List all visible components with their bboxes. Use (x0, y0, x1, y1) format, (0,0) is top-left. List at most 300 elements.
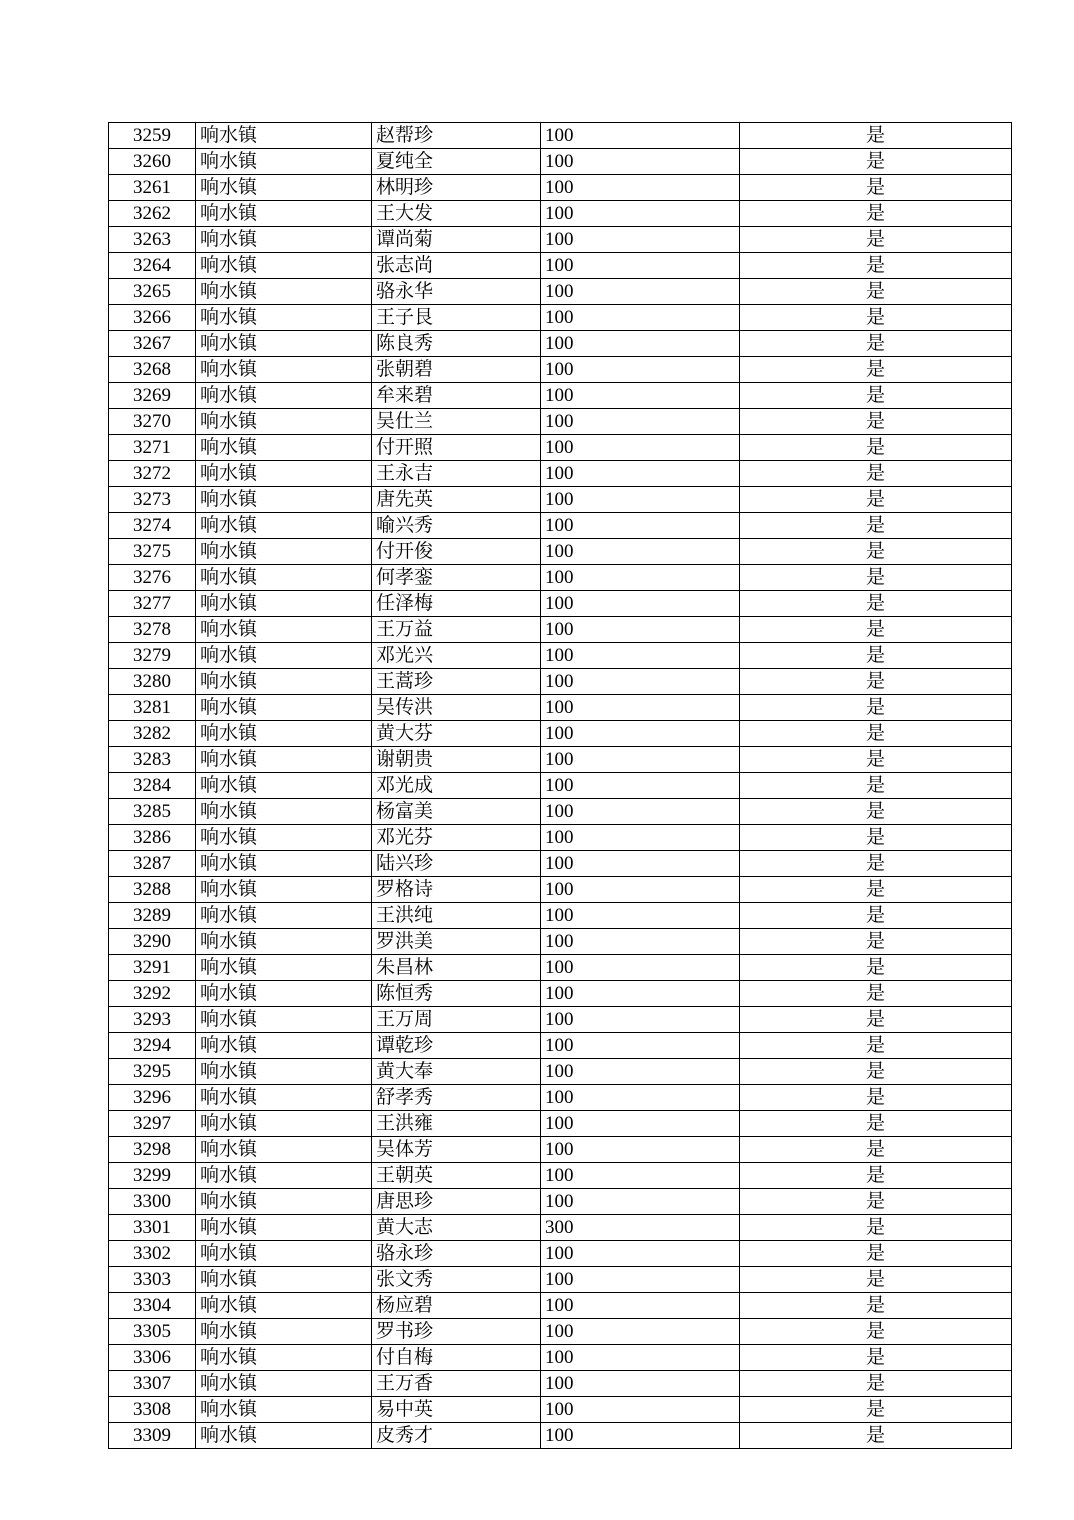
cell-issued-flag: 是 (740, 1319, 1012, 1345)
cell-person-name: 皮秀才 (372, 1423, 541, 1449)
cell-person-name: 唐思珍 (372, 1189, 541, 1215)
table-row (109, 929, 1012, 955)
cell-amount: 100 (541, 565, 740, 591)
cell-township: 响水镇 (196, 747, 372, 773)
records-table (108, 122, 1012, 1449)
cell-serial-number: 3297 (109, 1111, 196, 1137)
cell-person-name: 王永吉 (372, 461, 541, 487)
cell-issued-flag: 是 (740, 1397, 1012, 1423)
cell-serial-number: 3302 (109, 1241, 196, 1267)
cell-amount: 100 (541, 1267, 740, 1293)
table-row (109, 695, 1012, 721)
cell-amount: 100 (541, 1033, 740, 1059)
cell-person-name: 王朝英 (372, 1163, 541, 1189)
table-row (109, 1423, 1012, 1449)
cell-amount: 100 (541, 877, 740, 903)
cell-township: 响水镇 (196, 1111, 372, 1137)
cell-serial-number: 3300 (109, 1189, 196, 1215)
cell-township: 响水镇 (196, 1007, 372, 1033)
cell-issued-flag: 是 (740, 747, 1012, 773)
cell-amount: 100 (541, 773, 740, 799)
table-row (109, 1397, 1012, 1423)
cell-township: 响水镇 (196, 825, 372, 851)
table-row (109, 1241, 1012, 1267)
cell-serial-number: 3279 (109, 643, 196, 669)
cell-township: 响水镇 (196, 981, 372, 1007)
cell-person-name: 黄大志 (372, 1215, 541, 1241)
cell-township: 响水镇 (196, 435, 372, 461)
cell-issued-flag: 是 (740, 1371, 1012, 1397)
cell-person-name: 唐先英 (372, 487, 541, 513)
cell-person-name: 王蒿珍 (372, 669, 541, 695)
cell-serial-number: 3298 (109, 1137, 196, 1163)
table-row (109, 1267, 1012, 1293)
table-row (109, 123, 1012, 149)
cell-issued-flag: 是 (740, 1007, 1012, 1033)
table-row (109, 825, 1012, 851)
cell-serial-number: 3282 (109, 721, 196, 747)
cell-person-name: 黄大芬 (372, 721, 541, 747)
cell-township: 响水镇 (196, 1345, 372, 1371)
cell-township: 响水镇 (196, 383, 372, 409)
cell-township: 响水镇 (196, 175, 372, 201)
cell-person-name: 谭乾珍 (372, 1033, 541, 1059)
cell-issued-flag: 是 (740, 773, 1012, 799)
cell-person-name: 吴仕兰 (372, 409, 541, 435)
table-row (109, 305, 1012, 331)
cell-township: 响水镇 (196, 643, 372, 669)
cell-issued-flag: 是 (740, 513, 1012, 539)
table-row (109, 565, 1012, 591)
cell-amount: 100 (541, 695, 740, 721)
cell-person-name: 王洪雍 (372, 1111, 541, 1137)
cell-township: 响水镇 (196, 773, 372, 799)
cell-serial-number: 3260 (109, 149, 196, 175)
cell-amount: 100 (541, 643, 740, 669)
cell-township: 响水镇 (196, 227, 372, 253)
cell-amount: 100 (541, 903, 740, 929)
table-row (109, 1215, 1012, 1241)
cell-township: 响水镇 (196, 929, 372, 955)
cell-person-name: 赵帮珍 (372, 123, 541, 149)
cell-amount: 100 (541, 227, 740, 253)
cell-amount: 100 (541, 955, 740, 981)
cell-serial-number: 3285 (109, 799, 196, 825)
cell-person-name: 吴传洪 (372, 695, 541, 721)
cell-issued-flag: 是 (740, 877, 1012, 903)
cell-issued-flag: 是 (740, 1423, 1012, 1449)
cell-issued-flag: 是 (740, 1241, 1012, 1267)
cell-person-name: 黄大奉 (372, 1059, 541, 1085)
cell-issued-flag: 是 (740, 305, 1012, 331)
cell-serial-number: 3294 (109, 1033, 196, 1059)
table-row (109, 1059, 1012, 1085)
table-row (109, 1137, 1012, 1163)
cell-serial-number: 3276 (109, 565, 196, 591)
cell-issued-flag: 是 (740, 1345, 1012, 1371)
cell-serial-number: 3273 (109, 487, 196, 513)
table-row (109, 617, 1012, 643)
cell-issued-flag: 是 (740, 1085, 1012, 1111)
table-row (109, 201, 1012, 227)
cell-township: 响水镇 (196, 513, 372, 539)
cell-person-name: 王万益 (372, 617, 541, 643)
cell-serial-number: 3263 (109, 227, 196, 253)
cell-serial-number: 3306 (109, 1345, 196, 1371)
table-row (109, 1293, 1012, 1319)
cell-person-name: 舒孝秀 (372, 1085, 541, 1111)
table-row (109, 799, 1012, 825)
cell-amount: 100 (541, 981, 740, 1007)
cell-township: 响水镇 (196, 1085, 372, 1111)
table-row (109, 669, 1012, 695)
cell-amount: 100 (541, 1319, 740, 1345)
cell-person-name: 张朝碧 (372, 357, 541, 383)
cell-issued-flag: 是 (740, 955, 1012, 981)
table-row (109, 175, 1012, 201)
cell-amount: 100 (541, 591, 740, 617)
cell-person-name: 王子艮 (372, 305, 541, 331)
cell-amount: 100 (541, 747, 740, 773)
cell-amount: 100 (541, 1293, 740, 1319)
cell-amount: 100 (541, 825, 740, 851)
table-row (109, 955, 1012, 981)
cell-township: 响水镇 (196, 1397, 372, 1423)
cell-person-name: 何孝銮 (372, 565, 541, 591)
cell-person-name: 付自梅 (372, 1345, 541, 1371)
cell-township: 响水镇 (196, 1371, 372, 1397)
cell-person-name: 吴体芳 (372, 1137, 541, 1163)
cell-person-name: 罗格诗 (372, 877, 541, 903)
table-row (109, 1163, 1012, 1189)
cell-amount: 100 (541, 253, 740, 279)
table-row (109, 1345, 1012, 1371)
cell-person-name: 王洪纯 (372, 903, 541, 929)
cell-serial-number: 3268 (109, 357, 196, 383)
cell-township: 响水镇 (196, 253, 372, 279)
table-row (109, 747, 1012, 773)
cell-amount: 300 (541, 1215, 740, 1241)
table-row (109, 1371, 1012, 1397)
cell-issued-flag: 是 (740, 695, 1012, 721)
table-row (109, 487, 1012, 513)
cell-issued-flag: 是 (740, 201, 1012, 227)
cell-person-name: 骆永华 (372, 279, 541, 305)
cell-amount: 100 (541, 721, 740, 747)
cell-person-name: 谭尚菊 (372, 227, 541, 253)
table-row (109, 513, 1012, 539)
cell-person-name: 陈良秀 (372, 331, 541, 357)
table-row (109, 773, 1012, 799)
cell-township: 响水镇 (196, 1267, 372, 1293)
table-row (109, 1189, 1012, 1215)
cell-person-name: 牟来碧 (372, 383, 541, 409)
cell-township: 响水镇 (196, 591, 372, 617)
cell-serial-number: 3264 (109, 253, 196, 279)
cell-issued-flag: 是 (740, 539, 1012, 565)
table-body (109, 123, 1012, 1449)
cell-amount: 100 (541, 149, 740, 175)
cell-township: 响水镇 (196, 955, 372, 981)
cell-amount: 100 (541, 1007, 740, 1033)
cell-serial-number: 3274 (109, 513, 196, 539)
cell-issued-flag: 是 (740, 175, 1012, 201)
cell-person-name: 邓光兴 (372, 643, 541, 669)
cell-amount: 100 (541, 487, 740, 513)
cell-issued-flag: 是 (740, 123, 1012, 149)
cell-issued-flag: 是 (740, 253, 1012, 279)
cell-serial-number: 3270 (109, 409, 196, 435)
cell-township: 响水镇 (196, 487, 372, 513)
table-row (109, 331, 1012, 357)
cell-township: 响水镇 (196, 1163, 372, 1189)
cell-township: 响水镇 (196, 201, 372, 227)
cell-person-name: 朱昌林 (372, 955, 541, 981)
cell-amount: 100 (541, 1423, 740, 1449)
cell-township: 响水镇 (196, 565, 372, 591)
table-row (109, 435, 1012, 461)
cell-serial-number: 3296 (109, 1085, 196, 1111)
cell-amount: 100 (541, 1189, 740, 1215)
cell-serial-number: 3261 (109, 175, 196, 201)
cell-person-name: 易中英 (372, 1397, 541, 1423)
cell-person-name: 谢朝贵 (372, 747, 541, 773)
table-row (109, 877, 1012, 903)
cell-township: 响水镇 (196, 1189, 372, 1215)
cell-serial-number: 3281 (109, 695, 196, 721)
cell-issued-flag: 是 (740, 1215, 1012, 1241)
cell-amount: 100 (541, 435, 740, 461)
table-row (109, 721, 1012, 747)
cell-amount: 100 (541, 513, 740, 539)
table-row (109, 851, 1012, 877)
cell-township: 响水镇 (196, 1319, 372, 1345)
cell-serial-number: 3259 (109, 123, 196, 149)
cell-person-name: 杨应碧 (372, 1293, 541, 1319)
cell-issued-flag: 是 (740, 1033, 1012, 1059)
cell-township: 响水镇 (196, 331, 372, 357)
cell-amount: 100 (541, 1085, 740, 1111)
cell-issued-flag: 是 (740, 1163, 1012, 1189)
cell-township: 响水镇 (196, 305, 372, 331)
cell-issued-flag: 是 (740, 565, 1012, 591)
cell-issued-flag: 是 (740, 591, 1012, 617)
table-row (109, 383, 1012, 409)
table-row (109, 539, 1012, 565)
cell-issued-flag: 是 (740, 435, 1012, 461)
cell-issued-flag: 是 (740, 721, 1012, 747)
cell-township: 响水镇 (196, 669, 372, 695)
table-row (109, 1111, 1012, 1137)
cell-amount: 100 (541, 1241, 740, 1267)
cell-township: 响水镇 (196, 279, 372, 305)
table-row (109, 279, 1012, 305)
cell-township: 响水镇 (196, 799, 372, 825)
cell-issued-flag: 是 (740, 851, 1012, 877)
cell-serial-number: 3262 (109, 201, 196, 227)
cell-serial-number: 3307 (109, 1371, 196, 1397)
cell-person-name: 付开照 (372, 435, 541, 461)
table-row (109, 461, 1012, 487)
cell-person-name: 陈恒秀 (372, 981, 541, 1007)
table-row (109, 1007, 1012, 1033)
cell-serial-number: 3284 (109, 773, 196, 799)
cell-amount: 100 (541, 799, 740, 825)
cell-serial-number: 3283 (109, 747, 196, 773)
cell-township: 响水镇 (196, 1033, 372, 1059)
cell-amount: 100 (541, 331, 740, 357)
cell-amount: 100 (541, 461, 740, 487)
cell-serial-number: 3291 (109, 955, 196, 981)
cell-person-name: 王万香 (372, 1371, 541, 1397)
cell-serial-number: 3290 (109, 929, 196, 955)
cell-person-name: 王万周 (372, 1007, 541, 1033)
cell-issued-flag: 是 (740, 903, 1012, 929)
cell-township: 响水镇 (196, 903, 372, 929)
cell-township: 响水镇 (196, 1423, 372, 1449)
cell-issued-flag: 是 (740, 331, 1012, 357)
cell-serial-number: 3267 (109, 331, 196, 357)
cell-serial-number: 3280 (109, 669, 196, 695)
cell-amount: 100 (541, 539, 740, 565)
cell-person-name: 罗洪美 (372, 929, 541, 955)
cell-township: 响水镇 (196, 123, 372, 149)
cell-amount: 100 (541, 1345, 740, 1371)
cell-amount: 100 (541, 383, 740, 409)
cell-township: 响水镇 (196, 695, 372, 721)
cell-issued-flag: 是 (740, 981, 1012, 1007)
cell-serial-number: 3286 (109, 825, 196, 851)
table-row (109, 1033, 1012, 1059)
cell-amount: 100 (541, 305, 740, 331)
cell-person-name: 任泽梅 (372, 591, 541, 617)
cell-issued-flag: 是 (740, 1059, 1012, 1085)
cell-person-name: 喻兴秀 (372, 513, 541, 539)
cell-issued-flag: 是 (740, 1267, 1012, 1293)
cell-person-name: 骆永珍 (372, 1241, 541, 1267)
cell-township: 响水镇 (196, 1059, 372, 1085)
cell-serial-number: 3292 (109, 981, 196, 1007)
cell-serial-number: 3293 (109, 1007, 196, 1033)
cell-serial-number: 3301 (109, 1215, 196, 1241)
cell-person-name: 杨富美 (372, 799, 541, 825)
cell-serial-number: 3304 (109, 1293, 196, 1319)
cell-amount: 100 (541, 175, 740, 201)
cell-person-name: 林明珍 (372, 175, 541, 201)
cell-issued-flag: 是 (740, 1111, 1012, 1137)
cell-issued-flag: 是 (740, 383, 1012, 409)
cell-township: 响水镇 (196, 1293, 372, 1319)
table-row (109, 591, 1012, 617)
cell-issued-flag: 是 (740, 357, 1012, 383)
cell-township: 响水镇 (196, 461, 372, 487)
cell-township: 响水镇 (196, 1137, 372, 1163)
cell-serial-number: 3277 (109, 591, 196, 617)
cell-serial-number: 3272 (109, 461, 196, 487)
cell-serial-number: 3308 (109, 1397, 196, 1423)
table-row (109, 357, 1012, 383)
cell-township: 响水镇 (196, 721, 372, 747)
cell-issued-flag: 是 (740, 461, 1012, 487)
cell-township: 响水镇 (196, 851, 372, 877)
cell-issued-flag: 是 (740, 279, 1012, 305)
cell-issued-flag: 是 (740, 149, 1012, 175)
cell-issued-flag: 是 (740, 227, 1012, 253)
table-row (109, 643, 1012, 669)
cell-amount: 100 (541, 1371, 740, 1397)
cell-issued-flag: 是 (740, 1137, 1012, 1163)
cell-amount: 100 (541, 1111, 740, 1137)
cell-issued-flag: 是 (740, 799, 1012, 825)
cell-amount: 100 (541, 279, 740, 305)
table-row (109, 409, 1012, 435)
cell-township: 响水镇 (196, 1241, 372, 1267)
table-row (109, 149, 1012, 175)
cell-issued-flag: 是 (740, 643, 1012, 669)
cell-issued-flag: 是 (740, 487, 1012, 513)
cell-amount: 100 (541, 1163, 740, 1189)
cell-serial-number: 3265 (109, 279, 196, 305)
cell-person-name: 王大发 (372, 201, 541, 227)
cell-township: 响水镇 (196, 617, 372, 643)
cell-township: 响水镇 (196, 149, 372, 175)
cell-person-name: 陆兴珍 (372, 851, 541, 877)
table-row (109, 1319, 1012, 1345)
cell-township: 响水镇 (196, 1215, 372, 1241)
cell-serial-number: 3271 (109, 435, 196, 461)
cell-amount: 100 (541, 357, 740, 383)
cell-amount: 100 (541, 1059, 740, 1085)
cell-issued-flag: 是 (740, 1189, 1012, 1215)
cell-township: 响水镇 (196, 409, 372, 435)
cell-serial-number: 3275 (109, 539, 196, 565)
cell-amount: 100 (541, 851, 740, 877)
cell-amount: 100 (541, 201, 740, 227)
table-row (109, 1085, 1012, 1111)
cell-serial-number: 3266 (109, 305, 196, 331)
cell-issued-flag: 是 (740, 617, 1012, 643)
cell-amount: 100 (541, 617, 740, 643)
cell-serial-number: 3289 (109, 903, 196, 929)
cell-serial-number: 3305 (109, 1319, 196, 1345)
cell-amount: 100 (541, 409, 740, 435)
cell-person-name: 罗书珍 (372, 1319, 541, 1345)
table-row (109, 253, 1012, 279)
cell-person-name: 邓光芬 (372, 825, 541, 851)
cell-township: 响水镇 (196, 877, 372, 903)
cell-township: 响水镇 (196, 357, 372, 383)
cell-issued-flag: 是 (740, 825, 1012, 851)
cell-person-name: 张文秀 (372, 1267, 541, 1293)
cell-serial-number: 3278 (109, 617, 196, 643)
cell-issued-flag: 是 (740, 1293, 1012, 1319)
cell-amount: 100 (541, 929, 740, 955)
table-row (109, 227, 1012, 253)
cell-serial-number: 3269 (109, 383, 196, 409)
cell-serial-number: 3288 (109, 877, 196, 903)
cell-amount: 100 (541, 123, 740, 149)
cell-township: 响水镇 (196, 539, 372, 565)
cell-serial-number: 3309 (109, 1423, 196, 1449)
cell-issued-flag: 是 (740, 929, 1012, 955)
cell-serial-number: 3287 (109, 851, 196, 877)
cell-person-name: 张志尚 (372, 253, 541, 279)
cell-issued-flag: 是 (740, 669, 1012, 695)
cell-person-name: 夏纯全 (372, 149, 541, 175)
cell-amount: 100 (541, 669, 740, 695)
cell-amount: 100 (541, 1397, 740, 1423)
cell-amount: 100 (541, 1137, 740, 1163)
